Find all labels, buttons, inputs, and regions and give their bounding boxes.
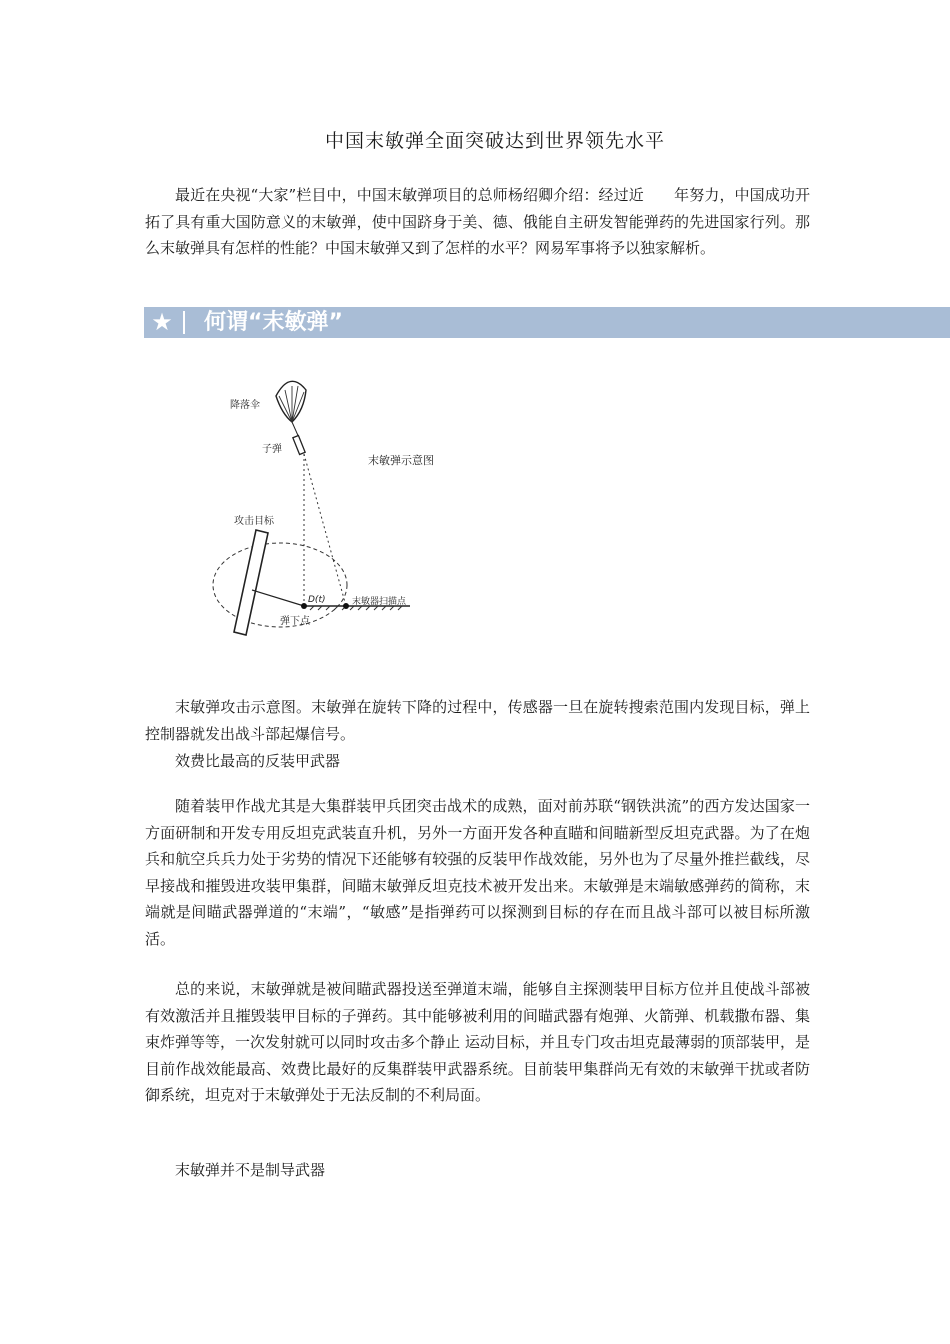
label-point: D(t) — [308, 595, 326, 605]
figure-caption: 末敏弹攻击示意图。末敏弹在旋转下降的过程中，传感器一旦在旋转搜索范围内发现目标，弹上控制器就发出战斗部起爆信号。 — [145, 698, 810, 743]
star-icon: ★ — [151, 308, 173, 336]
label-scan-point: 末敏器扫描点 — [352, 597, 407, 607]
intro-paragraph: 最近在央视“大家”栏目中，中国末敏弹项目的总师杨绍卿介绍：经过近 年努力，中国成功开拓了具有重大国防意义的末敏弹，使中国跻身于美、德、俄能自主研发智能弹药的先进国家行列。那么末敏弹具有怎样的性能？中国末敏弹又到了怎样的水平？网易军事将予以独家解析。 — [145, 186, 810, 257]
body-paragraph-1: 随着装甲作战尤其是大集群装甲兵团突击战术的成熟，面对前苏联“钢铁洪流”的西方发达国家一方面研制和开发专用反坦克武装直升机，另外一方面开发各种直瞄和间瞄新型反坦克武器。为了在炮兵和航空兵兵力处于劣势的情况下还能够有较强的反装甲作战效能，另外也为了尽量外推拦截线，尽早接战和摧毁进攻装甲集群，间瞄末敏弹反坦克技术被开发出来。末敏弹是末端敏感弹药的简称，末端就是间瞄武器弹道的“末端”，“敏感”是指弹药可以探测到目标的存在而且战斗部可以被目标所激活。 — [145, 797, 810, 948]
smart-munition-diagram — [200, 360, 500, 660]
impact-point-dot — [301, 603, 307, 609]
scan-area-ellipse — [213, 543, 347, 627]
label-parachute: 降落伞 — [230, 400, 260, 411]
section-title: 何谓“末敏弹” — [204, 310, 343, 335]
label-target: 攻击目标 — [234, 516, 274, 527]
submunition-icon — [293, 436, 305, 455]
subheading-anti-armor: 效费比最高的反装甲武器 — [175, 752, 341, 770]
label-submunition: 子弹 — [262, 444, 282, 455]
banner-divider — [183, 311, 185, 334]
document-title: 中国末敏弹全面突破达到世界领先水平 — [324, 130, 665, 152]
label-impact-point: 弹下点 — [280, 616, 310, 627]
body-paragraph-2: 总的来说，末敏弹就是被间瞄武器投送至弹道末端，能够自主探测装甲目标方位并且使战斗部被有效激活并且摧毁装甲目标的子弹药。其中能够被利用的间瞄武器有炮弹、火箭弹、机载撒布器、集束炸弹等等，一次发射就可以同时攻击多个静止 运动目标，并且专门攻击坦克最薄弱的顶部装甲，是目前作战效能最高、效费比最好的反集群装甲武器系统。目前装甲集群尚无有效的末敏弹干扰或者防御系统，坦克对于末敏弹处于无法反制的不利局面。 — [145, 980, 810, 1104]
target-icon — [234, 530, 268, 635]
section-banner — [144, 307, 950, 338]
subheading-not-guided: 末敏弹并不是制导武器 — [175, 1161, 326, 1179]
diagram-title: 末敏弹示意图 — [368, 454, 434, 467]
scan-point-dot — [343, 603, 349, 609]
